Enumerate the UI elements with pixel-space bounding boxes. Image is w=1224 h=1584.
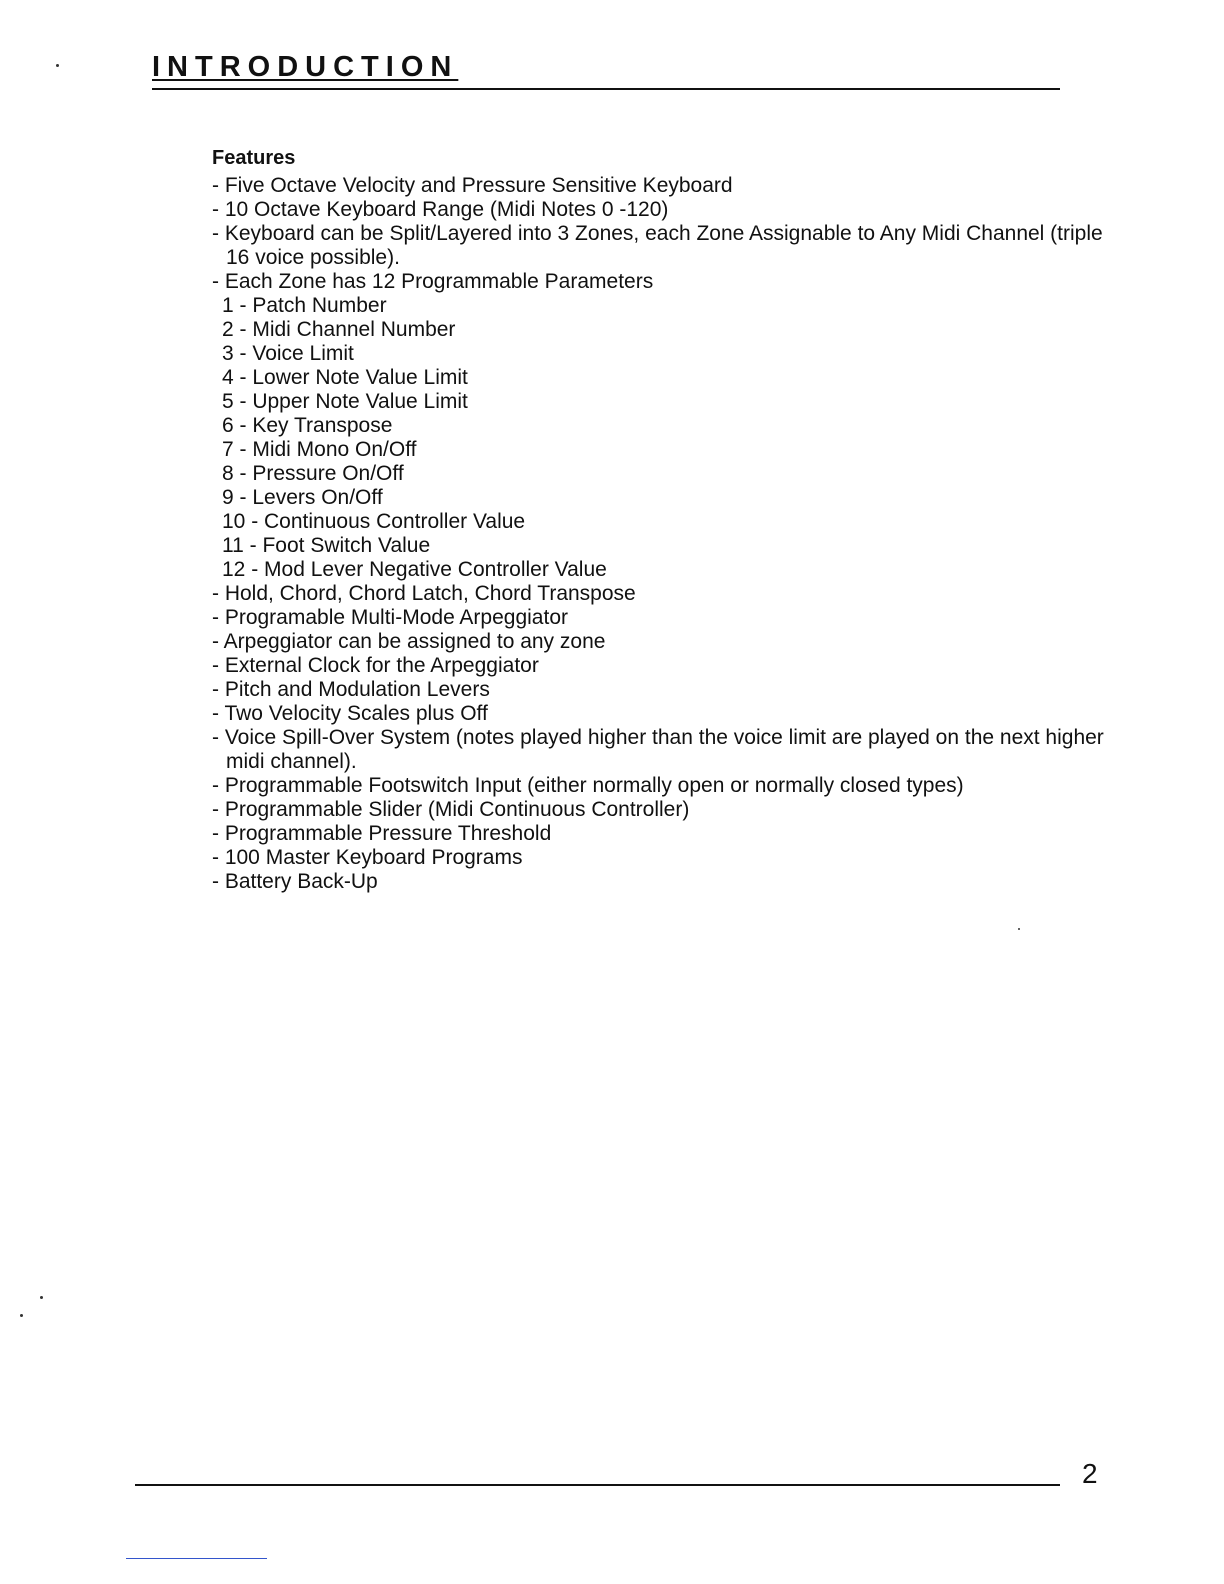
- zone-parameter-item: 10 - Continuous Controller Value: [222, 510, 526, 533]
- feature-item: - Pitch and Modulation Levers: [212, 678, 490, 701]
- zone-parameter-item: 9 - Levers On/Off: [222, 486, 383, 509]
- feature-item: - Two Velocity Scales plus Off: [212, 702, 488, 725]
- feature-item: - Each Zone has 12 Programmable Parameters: [212, 270, 654, 293]
- features-section: [212, 146, 1112, 894]
- zone-parameter-item: 2 - Midi Channel Number: [222, 318, 456, 341]
- zone-parameter-item: 5 - Upper Note Value Limit: [222, 390, 468, 413]
- scan-speck: [20, 1314, 23, 1317]
- zone-parameter-item: 3 - Voice Limit: [222, 342, 354, 365]
- feature-item: - Programable Multi-Mode Arpeggiator: [212, 606, 568, 629]
- scan-speck: [56, 64, 59, 67]
- feature-item: - Five Octave Velocity and Pressure Sensitive Keyboard: [212, 174, 733, 197]
- zone-parameter-item: 11 - Foot Switch Value: [222, 534, 431, 557]
- zone-parameter-item: 8 - Pressure On/Off: [222, 462, 404, 485]
- feature-item: - Battery Back-Up: [212, 870, 378, 893]
- features-list-continued: [212, 582, 1112, 894]
- footer-underline: [126, 1558, 267, 1559]
- feature-item: - Programmable Footswitch Input (either normally open or normally closed types): [212, 774, 964, 797]
- zone-parameter-item: 6 - Key Transpose: [222, 414, 393, 437]
- zone-parameter-item: 12 - Mod Lever Negative Controller Value: [222, 558, 607, 581]
- zone-parameters-list: [212, 294, 1112, 582]
- feature-item: - Arpeggiator can be assigned to any zone: [212, 630, 606, 653]
- features-list: [212, 174, 1112, 294]
- header-rule: [152, 88, 1060, 90]
- feature-item: - Voice Spill-Over System (notes played higher than the voice limit are played on the next higher midi channel).: [212, 726, 1104, 773]
- feature-item: - 100 Master Keyboard Programs: [212, 846, 523, 869]
- scan-speck: [1018, 928, 1020, 930]
- page-number: 2: [1082, 1458, 1098, 1489]
- feature-item: - Programmable Pressure Threshold: [212, 822, 552, 845]
- feature-item: - 10 Octave Keyboard Range (Midi Notes 0 -120): [212, 198, 669, 221]
- scan-speck: [40, 1296, 43, 1299]
- footer-rule: [135, 1484, 1060, 1486]
- zone-parameter-item: 1 - Patch Number: [222, 294, 387, 317]
- feature-item: - Programmable Slider (Midi Continuous Controller): [212, 798, 690, 821]
- feature-item: - External Clock for the Arpeggiator: [212, 654, 539, 677]
- features-heading: Features: [212, 147, 296, 169]
- feature-item: - Hold, Chord, Chord Latch, Chord Transpose: [212, 582, 636, 605]
- zone-parameter-item: 7 - Midi Mono On/Off: [222, 438, 417, 461]
- zone-parameter-item: 4 - Lower Note Value Limit: [222, 366, 468, 389]
- page-title: INTRODUCTION: [152, 51, 459, 83]
- feature-item: - Keyboard can be Split/Layered into 3 Zones, each Zone Assignable to Any Midi Channel (triple 16 voice possible).: [212, 222, 1103, 269]
